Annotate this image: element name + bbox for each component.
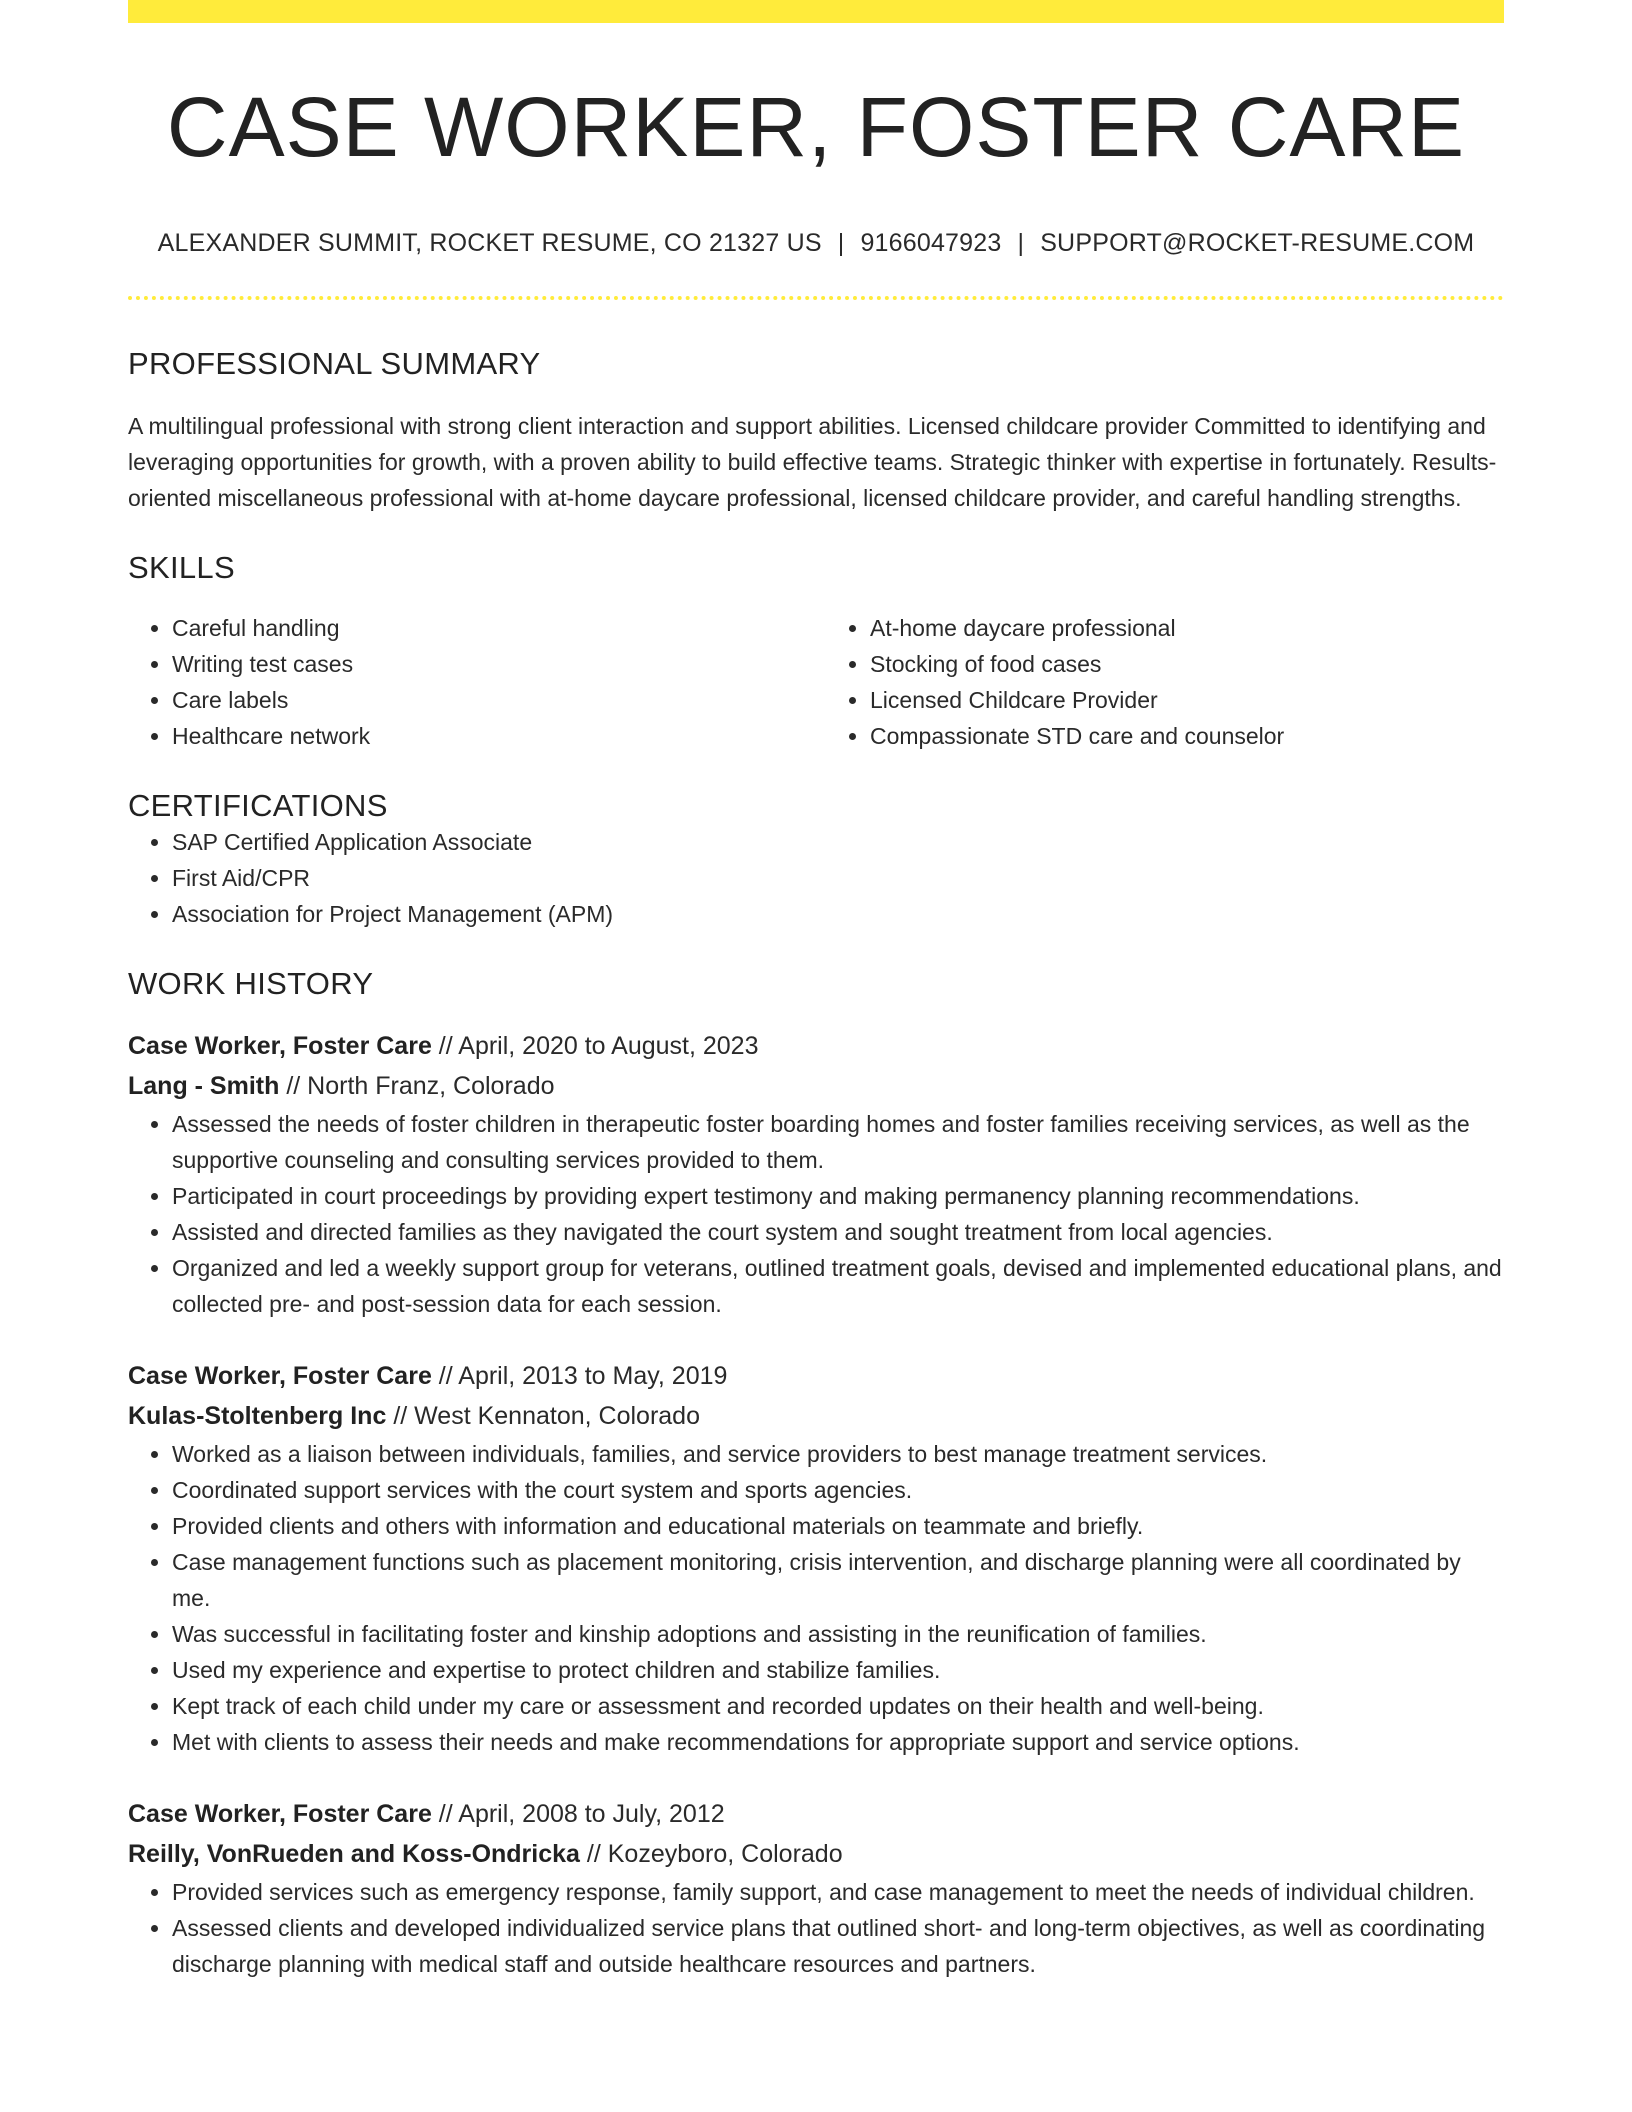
job-entry <box>128 1026 1504 1322</box>
certification-item: • First Aid/CPR <box>172 860 1504 896</box>
job-duty: • Coordinated support services with the court system and sports agencies. <box>172 1472 1504 1508</box>
job-duty: • Provided services such as emergency response, family support, and case management to meet the needs of individual children. <box>172 1874 1504 1910</box>
job-location: // Kozeyboro, Colorado <box>579 1840 843 1868</box>
job-duty: • Provided clients and others with information and educational materials on teammate and briefly. <box>172 1508 1504 1544</box>
job-duty: • Participated in court proceedings by providing expert testimony and making permanency planning recommendations. <box>172 1178 1504 1214</box>
job-dates: // April, 2013 to May, 2019 <box>431 1362 728 1390</box>
dotted-divider <box>128 296 1504 300</box>
job-role: Case Worker, Foster Care <box>128 1800 432 1828</box>
contact-address: ALEXANDER SUMMIT, ROCKET RESUME, CO 21327 US <box>157 229 822 257</box>
job-duties-list <box>128 1436 1504 1760</box>
certification-item: • SAP Certified Application Associate <box>172 824 1504 860</box>
skill-item: • Licensed Childcare Provider <box>870 682 1504 718</box>
skills-list-right <box>826 610 1504 754</box>
job-duty: • Used my experience and expertise to protect children and stabilize families. <box>172 1652 1504 1688</box>
job-company-line <box>128 1396 1504 1436</box>
skills-grid <box>128 610 1504 754</box>
job-role-line <box>128 1026 1504 1066</box>
job-role-line <box>128 1794 1504 1834</box>
certifications-list <box>128 824 1504 932</box>
job-company: Kulas-Stoltenberg Inc <box>128 1402 387 1430</box>
contact-email: SUPPORT@ROCKET-RESUME.COM <box>1040 229 1475 257</box>
contact-line <box>128 229 1504 258</box>
job-duties-list <box>128 1874 1504 1982</box>
job-duty: • Met with clients to assess their needs and make recommendations for appropriate support and service options. <box>172 1724 1504 1760</box>
job-location: // West Kennaton, Colorado <box>386 1402 700 1430</box>
accent-top-bar <box>128 0 1504 23</box>
skill-item: • Healthcare network <box>172 718 806 754</box>
job-role-line <box>128 1356 1504 1396</box>
skill-item: • Stocking of food cases <box>870 646 1504 682</box>
job-location: // North Franz, Colorado <box>279 1072 555 1100</box>
contact-separator: | <box>1017 229 1025 257</box>
job-duty: • Assessed the needs of foster children in therapeutic foster boarding homes and foster families receiving services, as well as the supportive counseling and consulting services provided to them. <box>172 1106 1504 1178</box>
job-duty: • Organized and led a weekly support group for veterans, outlined treatment goals, devised and implemented educational plans, and collected pre- and post-session data for each session. <box>172 1250 1504 1322</box>
skill-item: • Writing test cases <box>172 646 806 682</box>
work-history-heading: WORK HISTORY <box>128 966 374 1001</box>
job-duty: • Worked as a liaison between individuals, families, and service providers to best manage treatment services. <box>172 1436 1504 1472</box>
job-company: Lang - Smith <box>128 1072 280 1100</box>
skill-item: • Compassionate STD care and counselor <box>870 718 1504 754</box>
job-company: Reilly, VonRueden and Koss-Ondricka <box>128 1840 580 1868</box>
job-duty: • Kept track of each child under my care or assessment and recorded updates on their health and well-being. <box>172 1688 1504 1724</box>
job-role: Case Worker, Foster Care <box>128 1362 432 1390</box>
job-dates: // April, 2020 to August, 2023 <box>431 1032 759 1060</box>
contact-separator: | <box>837 229 845 257</box>
summary-text: A multilingual professional with strong client interaction and support abilities. Licensed childcare provider Committed to identifying and leveraging opportunities for growth, with a proven ability to build effective teams. Strategic thinker with expertise in fortunately. Results-oriented miscellaneous professional with at-home daycare professional, licensed childcare provider, and careful handling strengths. <box>128 413 1497 511</box>
skills-heading: SKILLS <box>128 550 235 585</box>
certifications-heading: CERTIFICATIONS <box>128 788 388 823</box>
job-duties-list <box>128 1106 1504 1322</box>
job-company-line <box>128 1066 1504 1106</box>
contact-phone: 9166047923 <box>860 229 1002 257</box>
job-company-line <box>128 1834 1504 1874</box>
job-duty: • Assessed clients and developed individualized service plans that outlined short- and long-term objectives, as well as coordinating discharge planning with medical staff and outside healthcare resources and partners. <box>172 1910 1504 1982</box>
skill-item: • Careful handling <box>172 610 806 646</box>
skill-item: • Care labels <box>172 682 806 718</box>
job-duty: • Assisted and directed families as they navigated the court system and sought treatment from local agencies. <box>172 1214 1504 1250</box>
summary-heading: PROFESSIONAL SUMMARY <box>128 346 541 381</box>
job-entry <box>128 1356 1504 1760</box>
job-dates: // April, 2008 to July, 2012 <box>431 1800 725 1828</box>
skills-list-left <box>128 610 806 754</box>
job-entry <box>128 1794 1504 1982</box>
skill-item: • At-home daycare professional <box>870 610 1504 646</box>
resume-title: CASE WORKER, FOSTER CARE <box>166 80 1466 174</box>
job-duty: • Case management functions such as placement monitoring, crisis intervention, and discharge planning were all coordinated by me. <box>172 1544 1504 1616</box>
resume-content <box>128 0 1504 1982</box>
job-duty: • Was successful in facilitating foster and kinship adoptions and assisting in the reunification of families. <box>172 1616 1504 1652</box>
job-role: Case Worker, Foster Care <box>128 1032 432 1060</box>
certification-item: • Association for Project Management (APM) <box>172 896 1504 932</box>
